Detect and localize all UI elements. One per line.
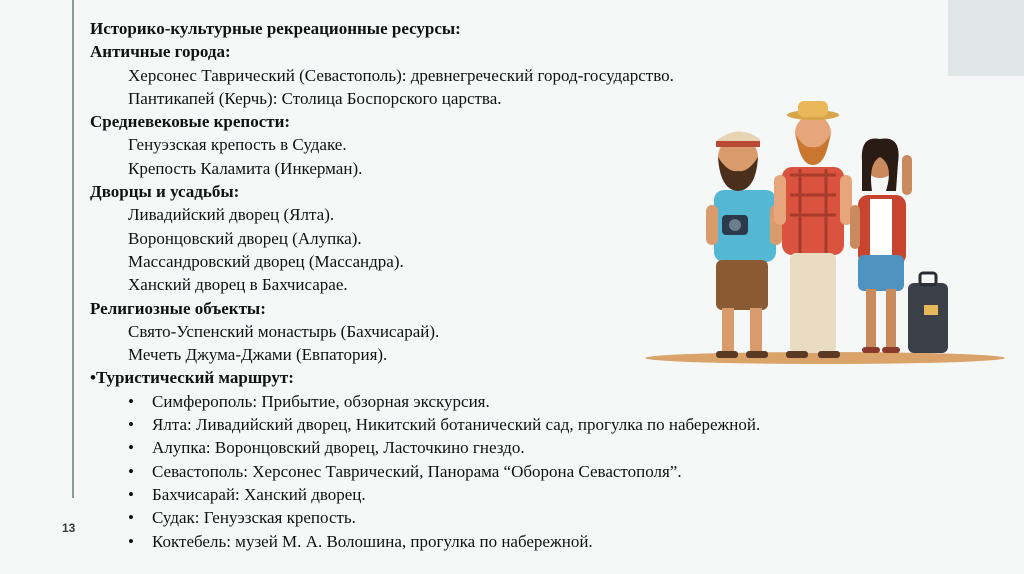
list-item: Свято-Успенский монастырь (Бахчисарай). — [128, 321, 440, 341]
route-item: • Бахчисарай: Ханский дворец. — [90, 483, 760, 506]
bullet-glyph: • — [128, 391, 134, 411]
route-item: • Симферополь: Прибытие, обзорная экскурсия. — [90, 390, 760, 413]
route-item: • Судак: Генуэзская крепость. — [90, 506, 760, 529]
tourists-illustration — [640, 95, 1010, 370]
tourist-man-hat — [774, 101, 852, 358]
route-item: • Алупка: Воронцовский дворец, Ласточкино гнездо. — [90, 436, 760, 459]
page-number: 13 — [62, 521, 76, 535]
left-vertical-rule — [72, 0, 74, 498]
list-item: Пантикапей (Керчь): Столица Боспорского царства. — [128, 88, 502, 108]
list-item: Воронцовский дворец (Алупка). — [128, 228, 362, 248]
list-item: Ханский дворец в Бахчисарае. — [128, 275, 348, 295]
bullet-glyph: • — [128, 484, 134, 504]
list-item: Ливадийский дворец (Ялта). — [128, 205, 335, 225]
tourist-woman — [850, 138, 948, 353]
section-heading-religious: Религиозные объекты: — [90, 298, 266, 318]
route-item: • Ялта: Ливадийский дворец, Никитский ботанический сад, прогулка по набережной. — [90, 413, 760, 436]
route-item: • Севастополь: Херсонес Таврический, Панорама “Оборона Севастополя”. — [90, 460, 760, 483]
route-item: • Коктебель: музей М. А. Волошина, прогулка по набережной. — [90, 530, 760, 553]
bullet-glyph: • — [128, 438, 134, 458]
bullet-glyph: • — [128, 508, 134, 528]
list-item: Крепость Каламита (Инкерман). — [128, 158, 363, 178]
list-item: Херсонес Таврический (Севастополь): древнегреческий город-государство. — [128, 65, 674, 85]
corner-decoration — [948, 0, 1024, 76]
bullet-glyph: • — [128, 531, 134, 551]
section-heading-resources: Историко-культурные рекреационные ресурсы: — [90, 19, 461, 38]
tourist-man-camera — [706, 131, 782, 358]
section-heading-route: •Туристический маршрут: — [90, 368, 294, 388]
section-heading-ancient-cities: Античные города: — [90, 42, 231, 62]
bullet-glyph: • — [128, 415, 134, 435]
list-item: Генуэзская крепость в Судаке. — [128, 135, 347, 155]
list-item: Массандровский дворец (Массандра). — [128, 251, 404, 271]
list-item: Мечеть Джума-Джами (Евпатория). — [128, 345, 388, 365]
section-heading-fortresses: Средневековые крепости: — [90, 112, 291, 132]
bullet-glyph: • — [128, 461, 134, 481]
section-heading-palaces: Дворцы и усадьбы: — [90, 182, 240, 202]
